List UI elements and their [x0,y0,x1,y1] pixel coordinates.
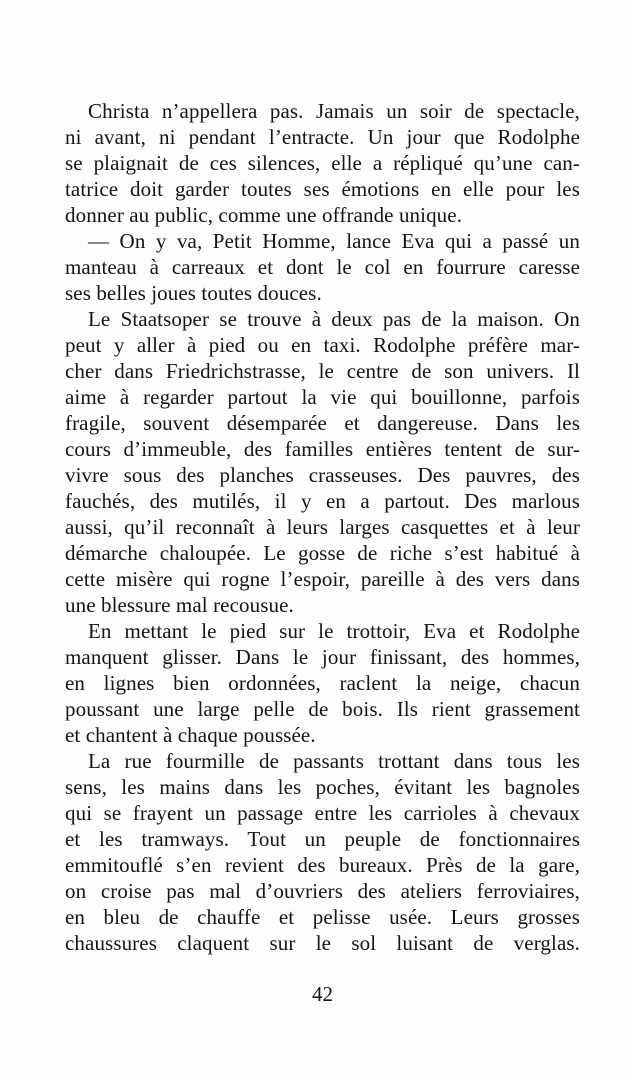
text-line: en lignes bien ordonnées, raclent la neige, chacun [65,671,580,695]
paragraph-2 [65,228,580,306]
text-line: poussant une large pelle de bois. Ils rient grassement [65,697,580,721]
text-line: ni avant, ni pendant l’entracte. Un jour que Rodolphe [65,125,580,149]
text-line: peut y aller à pied ou en taxi. Rodolphe préfère mar- [65,333,580,357]
text-line: démarche chaloupée. Le gosse de riche s’est habitué à [65,541,580,565]
text-line: cher dans Friedrichstrasse, le centre de son univers. Il [65,359,580,383]
text-line: et chantent à chaque poussée. [65,723,316,747]
page-number: 42 [312,982,333,1006]
text-line: se plaignait de ces silences, elle a répliqué qu’une can- [65,151,580,175]
text-line: manquent glisser. Dans le jour finissant, des hommes, [65,645,580,669]
paragraph-1 [65,98,580,228]
text-line: aime à regarder partout la vie qui bouillonne, parfois [65,385,580,409]
text-line: une blessure mal recousue. [65,593,294,617]
text-line: fragile, souvent désemparée et dangereuse. Dans les [65,411,580,435]
text-line: donner au public, comme une offrande unique. [65,203,463,227]
text-line: fauchés, des mutilés, il y en a partout. Des marlous [65,489,580,513]
text-line: en bleu de chauffe et pelisse usée. Leurs grosses [65,905,580,929]
text-line: aussi, qu’il reconnaît à leurs larges casquettes et à leur [65,515,580,539]
text-line: emmitouflé s’en revient des bureaux. Près de la gare, [65,853,580,877]
text-line: La rue fourmille de passants trottant dans tous les [88,749,580,773]
text-block [65,98,580,956]
text-line: Le Staatsoper se trouve à deux pas de la maison. On [88,307,580,331]
text-line: En mettant le pied sur le trottoir, Eva et Rodolphe [88,619,580,643]
text-line: et les tramways. Tout un peuple de fonctionnaires [65,827,580,851]
text-line: — On y va, Petit Homme, lance Eva qui a passé un [88,229,580,253]
text-line: qui se frayent un passage entre les carrioles à chevaux [65,801,580,825]
paragraph-5 [65,748,580,956]
text-line: chaussures claquent sur le sol luisant de verglas. [65,931,580,955]
text-line: vivre sous des planches crasseuses. Des pauvres, des [65,463,580,487]
text-line: manteau à carreaux et dont le col en fourrure caresse [65,255,580,279]
text-line: cette misère qui rogne l’espoir, pareille à des vers dans [65,567,580,591]
text-line: ses belles joues toutes douces. [65,281,322,305]
text-line: on croise pas mal d’ouvriers des ateliers ferroviaires, [65,879,580,903]
text-line: sens, les mains dans les poches, évitant les bagnoles [65,775,580,799]
text-line: Christa n’appellera pas. Jamais un soir de spectacle, [88,99,580,123]
paragraph-4 [65,618,580,748]
text-line: cours d’immeuble, des familles entières tentent de sur- [65,437,580,461]
paragraph-3 [65,306,580,618]
text-line: tatrice doit garder toutes ses émotions en elle pour les [65,177,580,201]
